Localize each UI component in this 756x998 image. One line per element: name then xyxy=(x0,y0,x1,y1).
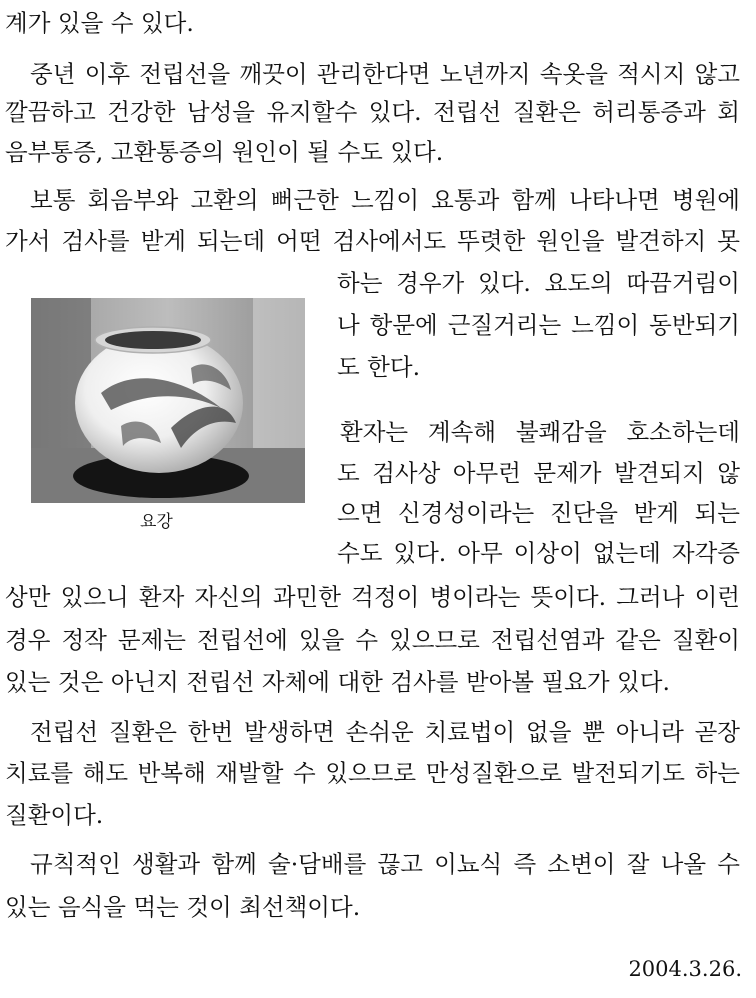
porcelain-chamber-pot-icon xyxy=(31,298,305,503)
text-line: 치료를 해도 반복해 재발할 수 있으므로 만성질환으로 발전되기도 하는 xyxy=(5,759,740,787)
text-line: 하는 경우가 있다. 요도의 따끔거림이 xyxy=(337,269,740,297)
text-line: 규칙적인 생활과 함께 술·담배를 끊고 이뇨식 즉 소변이 잘 나올 수 xyxy=(30,850,740,878)
text-line: 수도 있다. 아무 이상이 없는데 자각증 xyxy=(337,539,740,567)
text-line: 중년 이후 전립선을 깨끗이 관리한다면 노년까지 속옷을 적시지 않고 xyxy=(30,60,740,88)
text-line: 환자는 계속해 불쾌감을 호소하는데 xyxy=(340,418,740,446)
text-line: 으면 신경성이라는 진단을 받게 되는 xyxy=(337,499,740,527)
text-line: 있는 것은 아닌지 전립선 자체에 대한 검사를 받아볼 필요가 있다. xyxy=(5,668,670,696)
text-line: 음부통증, 고환통증의 원인이 될 수도 있다. xyxy=(5,138,444,166)
text-line: 도 한다. xyxy=(337,353,421,381)
text-line: 경우 정작 문제는 전립선에 있을 수 있으므로 전립선염과 같은 질환이 xyxy=(5,626,740,654)
publication-date: 2004.3.26. xyxy=(628,957,742,981)
text-line: 가서 검사를 받게 되는데 어떤 검사에서도 뚜렷한 원인을 발견하지 못 xyxy=(5,227,740,255)
figure-caption: 요강 xyxy=(140,512,173,532)
text-line: 도 검사상 아무런 문제가 발견되지 않 xyxy=(337,459,740,487)
text-line: 보통 회음부와 고환의 뻐근한 느낌이 요통과 함께 나타나면 병원에 xyxy=(30,186,740,214)
text-line: 전립선 질환은 한번 발생하면 손쉬운 치료법이 없을 뿐 아니라 곧장 xyxy=(30,718,740,746)
chamber-pot-photo xyxy=(31,298,305,503)
text-line: 깔끔하고 건강한 남성을 유지할수 있다. 전립선 질환은 허리통증과 회 xyxy=(5,98,740,126)
text-line: 상만 있으니 환자 자신의 과민한 걱정이 병이라는 뜻이다. 그러나 이런 xyxy=(5,583,740,611)
text-line: 계가 있을 수 있다. xyxy=(5,9,194,37)
text-line: 나 항문에 근질거리는 느낌이 동반되기 xyxy=(337,311,740,339)
text-line: 질환이다. xyxy=(5,801,104,829)
text-line: 있는 음식을 먹는 것이 최선책이다. xyxy=(5,893,361,921)
